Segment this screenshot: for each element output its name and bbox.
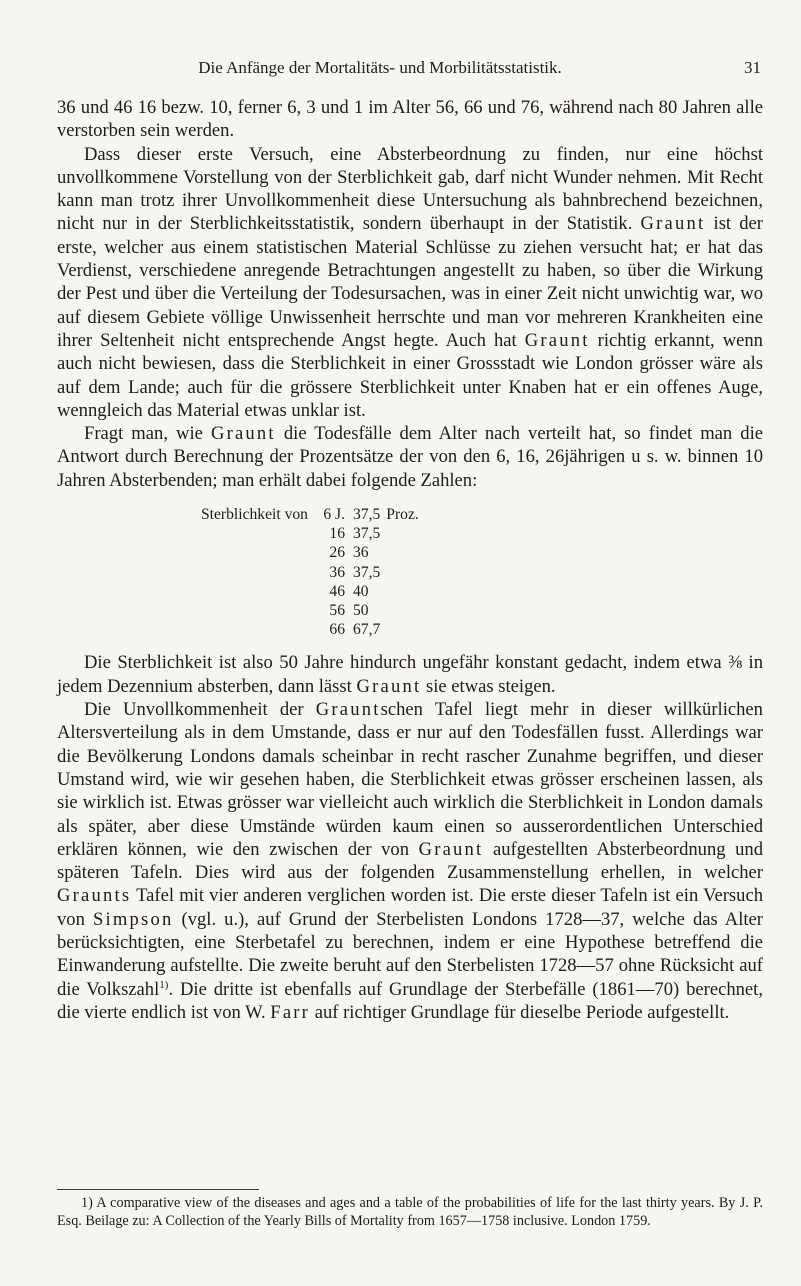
person-name-graunt: Graunt bbox=[640, 213, 706, 235]
age-cell: 6 bbox=[323, 506, 332, 524]
paragraph: Die Sterblichkeit ist also 50 Jahre hindurch ungefähr konstant gedacht, indem etwa ⅜ in jedem Dezennium absterben, dann lässt Graunt sie etwas steigen. bbox=[57, 652, 763, 697]
person-name-simpson: Simpson bbox=[92, 908, 174, 930]
table-row bbox=[201, 582, 419, 601]
table-row bbox=[201, 601, 419, 620]
value-unit: Proz. bbox=[386, 506, 419, 524]
paragraph: Die Unvollkommenheit der Grauntschen Tafel liegt mehr in dieser willkürlichen Altersverteilung als in dem Umstande, dass er nur auf den Todesfällen fusst. Allerdings war die Bevölkerung Londons damals scheinbar in recht rascher Zunahme begriffen, und dieser Umstand wird, wie wir gesehen haben, die Sterblichkeit etwas grösser erscheinen lassen, als sie wirklich ist. Etwas grösser war vielleicht auch wirklich die Sterblichkeit in London damals als später, aber diese Umstände würden kaum einen so ausserordentlichen Unterschied erklären können, wie den zwischen der von Graunt aufgestellten Absterbeordnung und späteren Tafeln. Dies wird aus der folgenden Zusammenstellung erhellen, in welcher Graunts Tafel mit vier anderen verglichen worden ist. Die erste dieser Tafeln ist ein Versuch von Simpson (vgl. u.), auf Grund der Sterbelisten Londons 1728—37, welche das Alter berücksichtigten, eine Sterbetafel zu berechnen, indem er eine Hypothese betreffend die Einwanderung aufstellte. Die zweite beruht auf den Sterbelisten 1728—57 ohne Rücksicht auf die Volkszahl$^{1)}$. Die dritte ist ebenfalls auf Grundlage der Sterbefälle (1861—70) berechnet, die vierte endlich ist von W. Farr auf richtiger Grundlage für dieselbe Periode aufgestellt. bbox=[57, 699, 763, 1023]
person-name-graunt: Graunt bbox=[356, 675, 422, 697]
age-cell: 26 bbox=[329, 544, 345, 562]
age-unit: J. bbox=[335, 506, 345, 524]
page-number: 31 bbox=[744, 58, 761, 77]
person-name-graunt: Graunt bbox=[315, 699, 381, 721]
mortality-table bbox=[201, 505, 419, 639]
age-cell: 56 bbox=[329, 602, 345, 620]
table-row bbox=[201, 543, 419, 562]
table-row bbox=[201, 563, 419, 582]
paragraph: Dass dieser erste Versuch, eine Absterbeordnung zu finden, nur eine höchst unvollkommene Vorstellung von der Sterblichkeit gab, darf nicht Wunder nehmen. Mit Recht kann man trotz ihrer Unvollkommenheit diese Untersuchung als bahnbrechend bezeichnen, nicht nur in der Sterblichkeitsstatistik, sondern überhaupt in der Statistik. Graunt ist der erste, welcher aus einem statistischen Material Schlüsse zu ziehen versucht hat; er hat das Verdienst, verschiedene anregende Betrachtungen angestellt zu haben, so über die Wirkung der Pest und über die Verteilung der Todesursachen, was in einer Zeit nicht unwichtig war, wo auf diesem Gebiete völlige Unwissenheit herrschte und man vor mehreren Krankheiten eine ihrer Seltenheit nicht entsprechende Angst hegte. Auch hat Graunt richtig erkannt, wenn auch nicht bewiesen, dass die Sterblichkeit in einer Grossstadt wie London grösser wäre als auf dem Lande; auch für die grössere Sterblichkeit unter Knaben hat er ein offenes Auge, wenngleich das Material etwas unklar ist. bbox=[57, 143, 763, 421]
person-name-farr: Farr bbox=[270, 1001, 311, 1023]
main-text bbox=[57, 96, 763, 1024]
value-cell: 40 bbox=[352, 582, 369, 600]
value-cell: 37,5 bbox=[352, 563, 381, 581]
table-row bbox=[201, 505, 419, 524]
running-title: Die Anfänge der Mortalitäts- und Morbilitätsstatistik. bbox=[198, 58, 562, 77]
footnote-divider bbox=[57, 1189, 259, 1190]
footnote-reference: 1) bbox=[159, 978, 169, 991]
table-row bbox=[201, 620, 419, 639]
footnote bbox=[57, 1194, 763, 1231]
person-name-graunts: Graunts bbox=[57, 885, 132, 907]
paragraph: Fragt man, wie Graunt die Todesfälle dem Alter nach verteilt hat, so findet man die Antwort durch Berechnung der Prozentsätze der von den 6, 16, 26jährigen u s. w. binnen 10 Jahren Absterbenden; man erhält dabei folgende Zahlen: bbox=[57, 423, 763, 491]
age-cell: 46 bbox=[329, 582, 345, 600]
fraction: ⅜ bbox=[728, 652, 743, 674]
paragraph: 36 und 46 16 bezw. 10, ferner 6, 3 und 1 im Alter 56, 66 und 76, während nach 80 Jahren alle verstorben sein werden. bbox=[57, 97, 763, 142]
value-cell: 50 bbox=[352, 602, 369, 620]
age-cell: 36 bbox=[329, 563, 345, 581]
value-cell: 37,5 bbox=[352, 525, 381, 543]
value-cell: 67,7 bbox=[352, 621, 381, 639]
age-cell: 16 bbox=[329, 525, 345, 543]
person-name-graunt: Graunt bbox=[210, 423, 276, 445]
footnote-text: A comparative view of the diseases and ages and a table of the probabilities of life for the last thirty years. By J. P. Esq. Beilage zu: A Collection of the Yearly Bills of Mortality from 1657—1758 inclusive. London 1759. bbox=[57, 1195, 763, 1230]
person-name-graunt: Graunt bbox=[418, 838, 484, 860]
table-row bbox=[201, 524, 419, 543]
person-name-graunt: Graunt bbox=[524, 329, 590, 351]
value-cell: 37,5 bbox=[352, 506, 381, 524]
footnote-marker: 1) bbox=[81, 1195, 93, 1211]
running-header bbox=[0, 58, 801, 84]
age-cell: 66 bbox=[329, 621, 345, 639]
value-cell: 36 bbox=[352, 544, 369, 562]
table-label: Sterblichkeit von bbox=[201, 506, 308, 524]
